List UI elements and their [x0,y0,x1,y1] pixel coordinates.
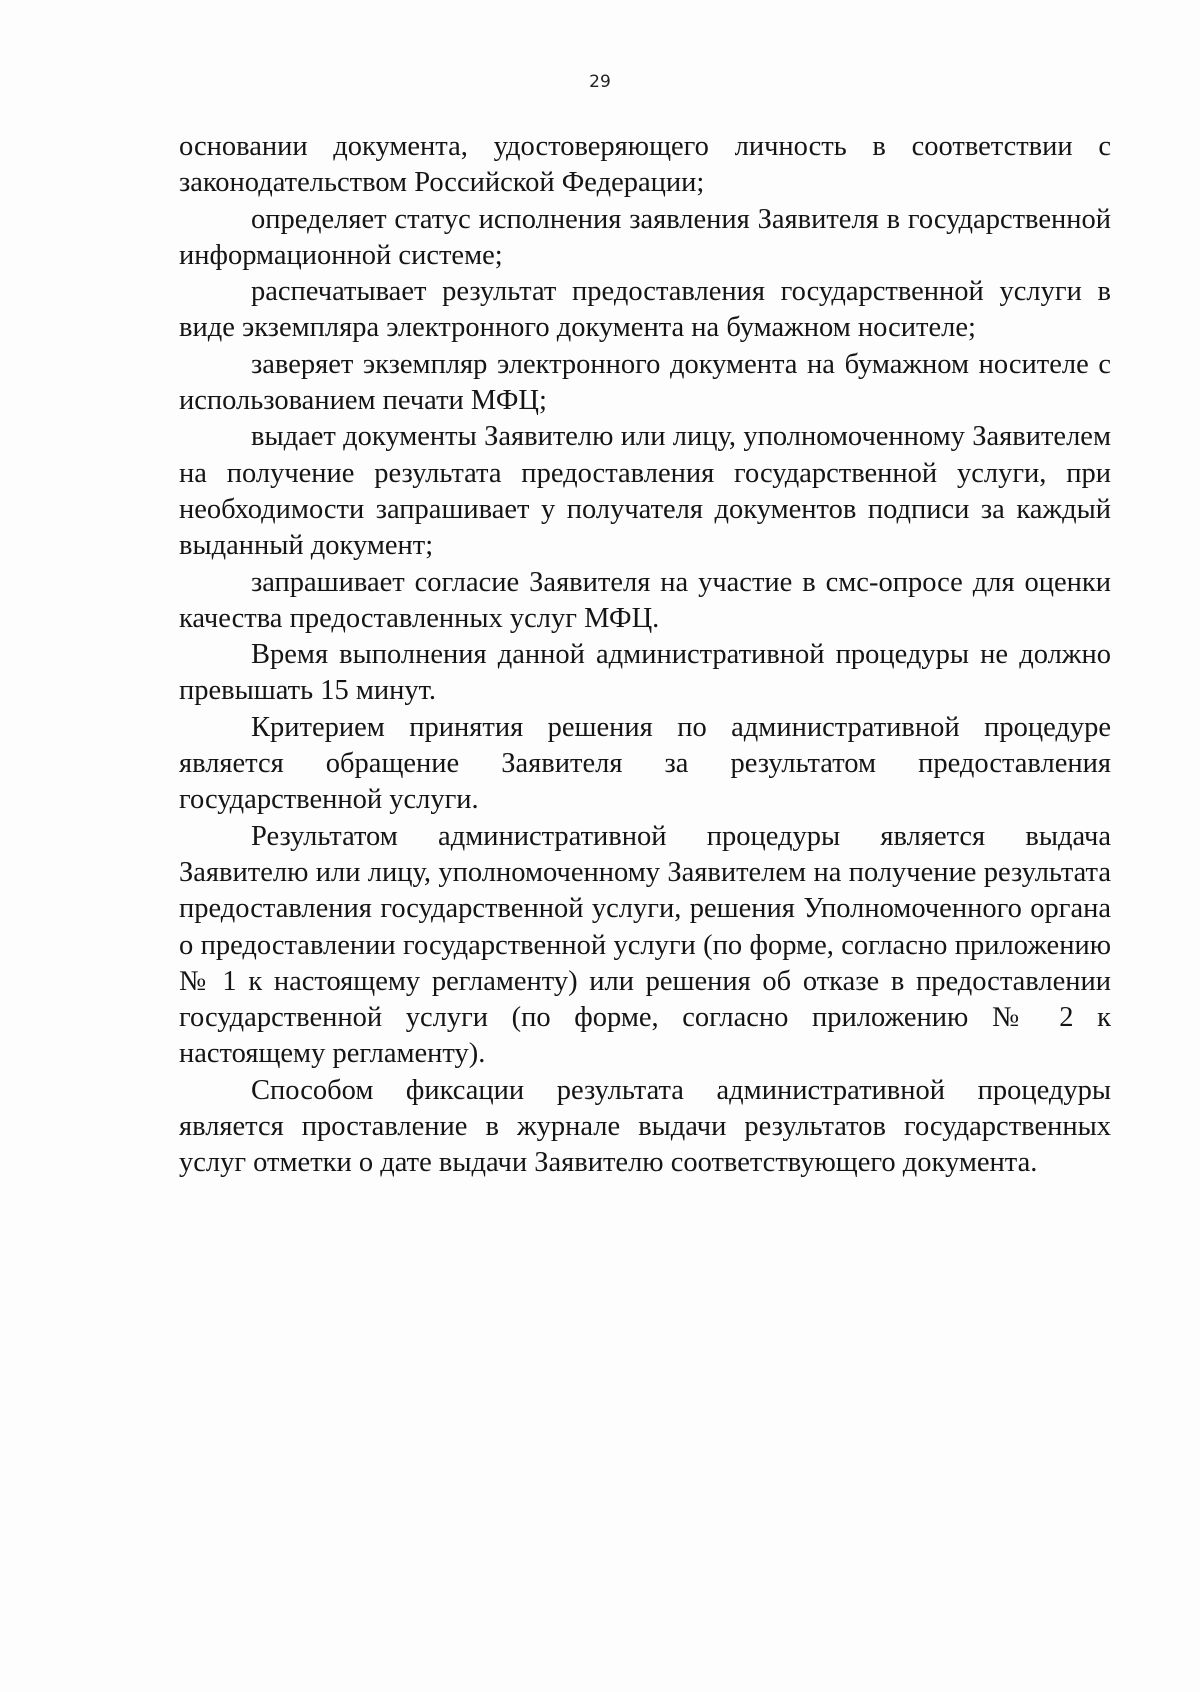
paragraph-fixation-method: Способом фиксации результата административной процедуры является проставление в журнале выдачи результатов государственных услуг отметки о дате выдачи Заявителю соответствующего документа. [179,1074,1111,1179]
paragraph-print-result: распечатывает результат предоставления государственной услуги в виде экземпляра электронного документа на бумажном носителе; [179,276,1111,344]
paragraph-procedure-result: Результатом административной процедуры является выдача Заявителю или лицу, уполномоченному Заявителем на получение результата предоставления государственной услуги, решения Уполномоченного органа о предоставлении государственной услуги (по форме, согласно приложению № 1 к настоящему регламенту) или решения об отказе в предоставлении государственной услуги (по форме, согласно приложению № 2 к настоящему регламенту). [179,820,1111,1070]
paragraph-issue-documents: выдает документы Заявителю или лицу, уполномоченному Заявителем на получение результата предоставления государственной услуги, при необходимости запрашивает у получателя документов подписи за каждый выданный документ; [179,421,1111,562]
paragraph-decision-criterion: Критерием принятия решения по административной процедуре является обращение Заявителя за результатом предоставления государственной услуги. [179,711,1111,816]
paragraph-status: определяет статус исполнения заявления Заявителя в государственной информационной системе; [179,203,1111,271]
paragraph-certify: заверяет экземпляр электронного документа на бумажном носителе с использованием печати МФЦ; [179,348,1111,417]
paragraph-sms-survey: запрашивает согласие Заявителя на участие в смс-опросе для оценки качества предоставленных услуг МФЦ. [179,566,1111,634]
document-body [179,129,1111,1182]
paragraph-continuation: основании документа, удостоверяющего личность в соответствии с законодательством Российской Федерации; [179,131,1111,199]
page-number: 29 [589,72,611,92]
paragraph-time-limit: Время выполнения данной административной процедуры не должно превышать 15 минут. [179,639,1111,707]
